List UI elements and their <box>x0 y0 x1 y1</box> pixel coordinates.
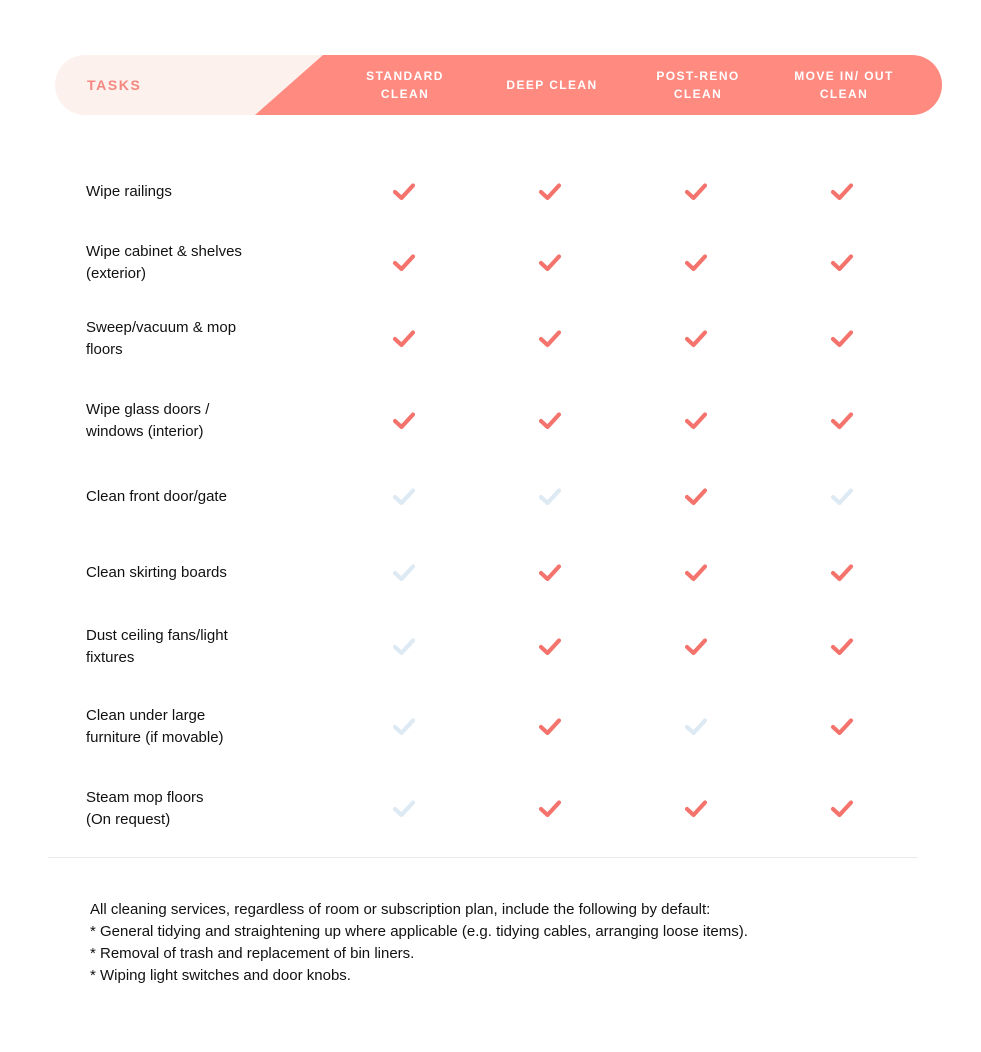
table-row <box>0 784 981 834</box>
task-label: Clean under large furniture (if movable) <box>86 707 224 746</box>
table-row <box>0 396 981 446</box>
checkmark-icon-standard-clean-not-included <box>392 636 416 658</box>
checkmark-icon-standard-clean-included <box>392 181 416 203</box>
table-row <box>0 314 981 364</box>
task-label: Sweep/vacuum & mop floors <box>86 319 237 358</box>
checkmark-icon-move-in-out-clean-included <box>830 636 854 658</box>
checkmark-icon-move-in-out-clean-included <box>830 716 854 738</box>
task-label: Clean front door/gate <box>86 488 227 505</box>
checkmark-icon-move-in-out-clean-included <box>830 410 854 432</box>
column-header-post-reno-clean: POST-RENO CLEAN <box>656 69 740 101</box>
tasks-column-header: TASKS <box>87 77 142 93</box>
checkmark-icon-move-in-out-clean-not-included <box>830 486 854 508</box>
checkmark-icon-move-in-out-clean-included <box>830 181 854 203</box>
checkmark-icon-post-reno-clean-included <box>684 486 708 508</box>
checkmark-icon-deep-clean-included <box>538 798 562 820</box>
task-label: Wipe railings <box>86 183 172 200</box>
checkmark-icon-deep-clean-included <box>538 252 562 274</box>
checkmark-icon-standard-clean-not-included <box>392 716 416 738</box>
notes-item: * Removal of trash and replacement of bin liners. <box>90 945 415 962</box>
checkmark-icon-post-reno-clean-included <box>684 181 708 203</box>
table-row <box>0 622 981 672</box>
checkmark-icon-post-reno-clean-included <box>684 252 708 274</box>
notes-item: * General tidying and straightening up where applicable (e.g. tidying cables, arranging loose items). <box>90 923 748 940</box>
checkmark-icon-standard-clean-not-included <box>392 486 416 508</box>
notes-intro: All cleaning services, regardless of room or subscription plan, include the following by default: <box>90 901 711 918</box>
task-label: Wipe glass doors / windows (interior) <box>86 401 210 440</box>
task-label: Dust ceiling fans/light fixtures <box>86 627 228 666</box>
table-row <box>0 472 981 522</box>
task-label: Clean skirting boards <box>86 564 227 581</box>
checkmark-icon-post-reno-clean-included <box>684 328 708 350</box>
checkmark-icon-deep-clean-included <box>538 328 562 350</box>
checkmark-icon-post-reno-clean-included <box>684 636 708 658</box>
checkmark-icon-deep-clean-included <box>538 410 562 432</box>
checkmark-icon-deep-clean-included <box>538 562 562 584</box>
checkmark-icon-standard-clean-not-included <box>392 798 416 820</box>
table-header <box>55 55 942 115</box>
task-label: Steam mop floors (On request) <box>86 789 204 828</box>
divider <box>48 857 918 858</box>
checkmark-icon-deep-clean-included <box>538 716 562 738</box>
column-header-standard-clean: STANDARD CLEAN <box>366 69 444 101</box>
column-header-deep-clean: DEEP CLEAN <box>506 78 598 92</box>
checkmark-icon-post-reno-clean-included <box>684 410 708 432</box>
task-label: Wipe cabinet & shelves (exterior) <box>86 243 242 282</box>
checkmark-icon-post-reno-clean-included <box>684 562 708 584</box>
checkmark-icon-move-in-out-clean-included <box>830 562 854 584</box>
checkmark-icon-move-in-out-clean-included <box>830 252 854 274</box>
table-row <box>0 238 981 288</box>
table-row <box>0 548 981 598</box>
checkmark-icon-deep-clean-included <box>538 636 562 658</box>
checkmark-icon-deep-clean-included <box>538 181 562 203</box>
table-row <box>0 702 981 752</box>
column-header-move-in-out-clean: MOVE IN/ OUT CLEAN <box>794 69 894 101</box>
checkmark-icon-standard-clean-not-included <box>392 562 416 584</box>
checkmark-icon-move-in-out-clean-included <box>830 328 854 350</box>
checkmark-icon-post-reno-clean-included <box>684 798 708 820</box>
checkmark-icon-deep-clean-not-included <box>538 486 562 508</box>
checkmark-icon-move-in-out-clean-included <box>830 798 854 820</box>
default-inclusions-note <box>90 899 950 987</box>
checkmark-icon-standard-clean-included <box>392 252 416 274</box>
checkmark-icon-standard-clean-included <box>392 328 416 350</box>
checkmark-icon-standard-clean-included <box>392 410 416 432</box>
checkmark-icon-post-reno-clean-not-included <box>684 716 708 738</box>
notes-item: * Wiping light switches and door knobs. <box>90 967 351 984</box>
table-row <box>0 167 981 217</box>
